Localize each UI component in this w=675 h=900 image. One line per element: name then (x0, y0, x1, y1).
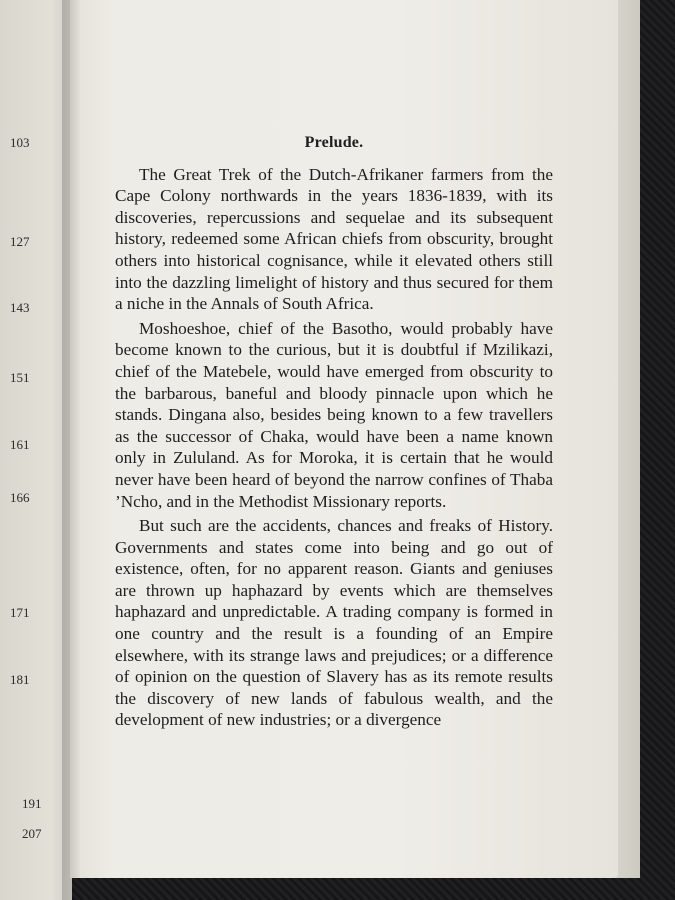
paragraph: The Great Trek of the Dutch-Afrikaner farmers from the Cape Colony northwards in the years 1836-1839, with its discoveries, repercussions and sequelae and its subsequent history, redeemed some African chiefs from obscurity, brought others into historical cognisance, while it elevated others still into the dazzling limelight of history and thus secured for them a niche in the Annals of South Africa. (115, 164, 553, 314)
page-content (115, 132, 553, 734)
page-number: 181 (10, 672, 30, 687)
paragraph: But such are the accidents, chances and freaks of History. Governments and states come into being and go out of existence, often, for no apparent reason. Giants and geniuses are thrown up haphazard by events which are themselves haphazard and unpredictable. A trading company is formed in one country and the result is a founding of an Empire elsewhere, with its strange laws and prejudices; or a difference of opinion on the question of Slavery has as its remote results the discovery of new lands of fabulous wealth, and the development of new industries; or a divergence (115, 516, 553, 730)
book-page (70, 0, 618, 878)
book-spine-shadow (62, 0, 80, 900)
page-number: 166 (10, 490, 30, 505)
page-number: 143 (10, 300, 30, 315)
page-number: 207 (22, 826, 42, 841)
page-number: 171 (10, 605, 30, 620)
page-number: 151 (10, 370, 30, 385)
page-number: 127 (10, 234, 30, 249)
page-number: 161 (10, 437, 30, 452)
paragraph: Moshoeshoe, chief of the Basotho, would probably have become known to the curious, but it is doubtful if Mzilikazi, chief of the Matebele, would have emerged from obscurity to the barbarous, baneful and bloody pinnacle upon which he stands. Dingana also, besides being known to a few travellers as the successor of Chaka, would have been a name known only in Zululand. As for Moroka, it is certain that he would never have been heard of beyond the narrow confines of Thaba ’Ncho, and in the Methodist Missionary reports. (115, 318, 553, 511)
page-heading: Prelude. (304, 134, 364, 151)
page-number: 103 (10, 135, 30, 150)
page-number: 191 (22, 796, 42, 811)
